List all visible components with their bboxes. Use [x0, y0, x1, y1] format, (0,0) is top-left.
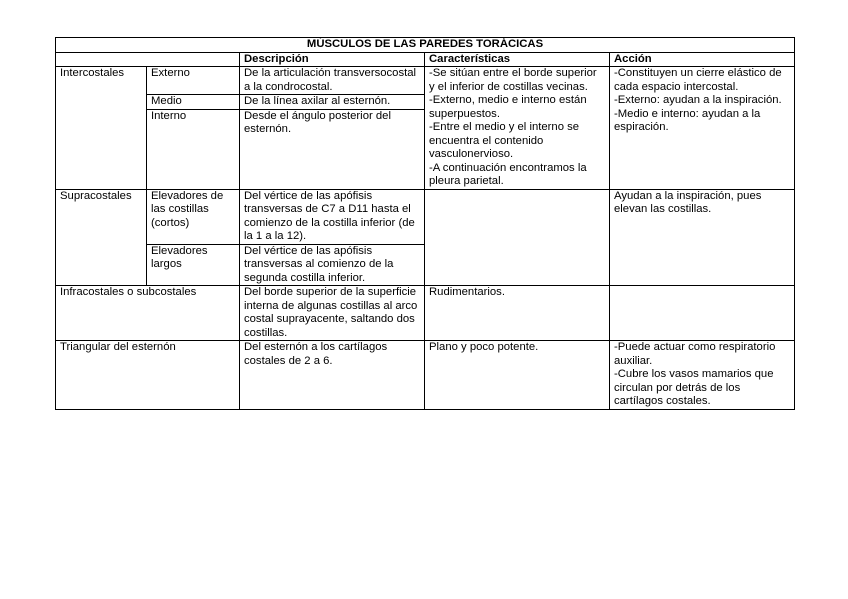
- desc-infracostales: Del borde superior de la superficie interna de algunas costillas al arco costal suprayacente, saltando dos costillas.: [240, 286, 425, 341]
- group-infracostales: Infracostales o subcostales: [56, 286, 240, 341]
- caract-triangular: Plano y poco potente.: [425, 341, 610, 410]
- desc-elevadores-largos: Del vértice de las apófisis transversas al comienzo de la segunda costilla inferior.: [240, 244, 425, 286]
- accion-triangular-line: -Puede actuar como respiratorio auxiliar.: [614, 341, 776, 367]
- accion-intercostales-line: -Externo: ayudan a la inspiración.: [614, 94, 782, 106]
- header-caracteristicas: Características: [425, 52, 610, 67]
- table-row: [56, 341, 795, 410]
- desc-externo: De la articulación transversocostal a la condrocostal.: [240, 67, 425, 95]
- header-accion: Acción: [610, 52, 795, 67]
- caract-infracostales: Rudimentarios.: [425, 286, 610, 341]
- accion-intercostales: [610, 67, 795, 190]
- header-row: [56, 52, 795, 67]
- desc-triangular: Del esternón a los cartílagos costales de 2 a 6.: [240, 341, 425, 410]
- table-row: [56, 286, 795, 341]
- caract-supracostales: [425, 189, 610, 286]
- header-empty: [56, 52, 240, 67]
- accion-infracostales: [610, 286, 795, 341]
- table-row: [56, 189, 795, 244]
- accion-intercostales-line: -Medio e interno: ayudan a la espiración.: [614, 107, 761, 133]
- desc-elevadores-cortos: Del vértice de las apófisis transversas de C7 a D11 hasta el comienzo de la costilla inferior (de la 1 a la 12).: [240, 189, 425, 244]
- caract-intercostales-line: -Entre el medio y el interno se encuentra el contenido vasculonervioso.: [429, 121, 580, 160]
- caract-intercostales-line: -A continuación encontramos la pleura parietal.: [429, 161, 587, 187]
- accion-supracostales: Ayudan a la inspiración, pues elevan las costillas.: [610, 189, 795, 286]
- sub-externo: Externo: [147, 67, 240, 95]
- sub-interno: Interno: [147, 109, 240, 189]
- caract-intercostales-line: -Se sitúan entre el borde superior y el inferior de costillas vecinas.: [429, 67, 597, 93]
- group-intercostales: Intercostales: [56, 67, 147, 190]
- caract-intercostales: [425, 67, 610, 190]
- sub-medio: Medio: [147, 95, 240, 110]
- header-descripcion: Descripción: [240, 52, 425, 67]
- sub-elevadores-cortos: Elevadores de las costillas (cortos): [147, 189, 240, 244]
- muscles-table: [55, 37, 795, 410]
- table-row: [56, 67, 795, 95]
- desc-medio: De la línea axilar al esternón.: [240, 95, 425, 110]
- title-row: [56, 38, 795, 53]
- accion-triangular: [610, 341, 795, 410]
- sub-elevadores-largos: Elevadores largos: [147, 244, 240, 286]
- desc-interno: Desde el ángulo posterior del esternón.: [240, 109, 425, 189]
- table-title: MÚSCULOS DE LAS PAREDES TORÁCICAS: [56, 38, 795, 53]
- accion-triangular-line: -Cubre los vasos mamarios que circulan por detrás de los cartílagos costales.: [614, 368, 774, 407]
- accion-intercostales-line: -Constituyen un cierre elástico de cada espacio intercostal.: [614, 67, 782, 93]
- group-supracostales: Supracostales: [56, 189, 147, 286]
- group-triangular: Triangular del esternón: [56, 341, 240, 410]
- caract-intercostales-line: -Externo, medio e interno están superpuestos.: [429, 94, 587, 120]
